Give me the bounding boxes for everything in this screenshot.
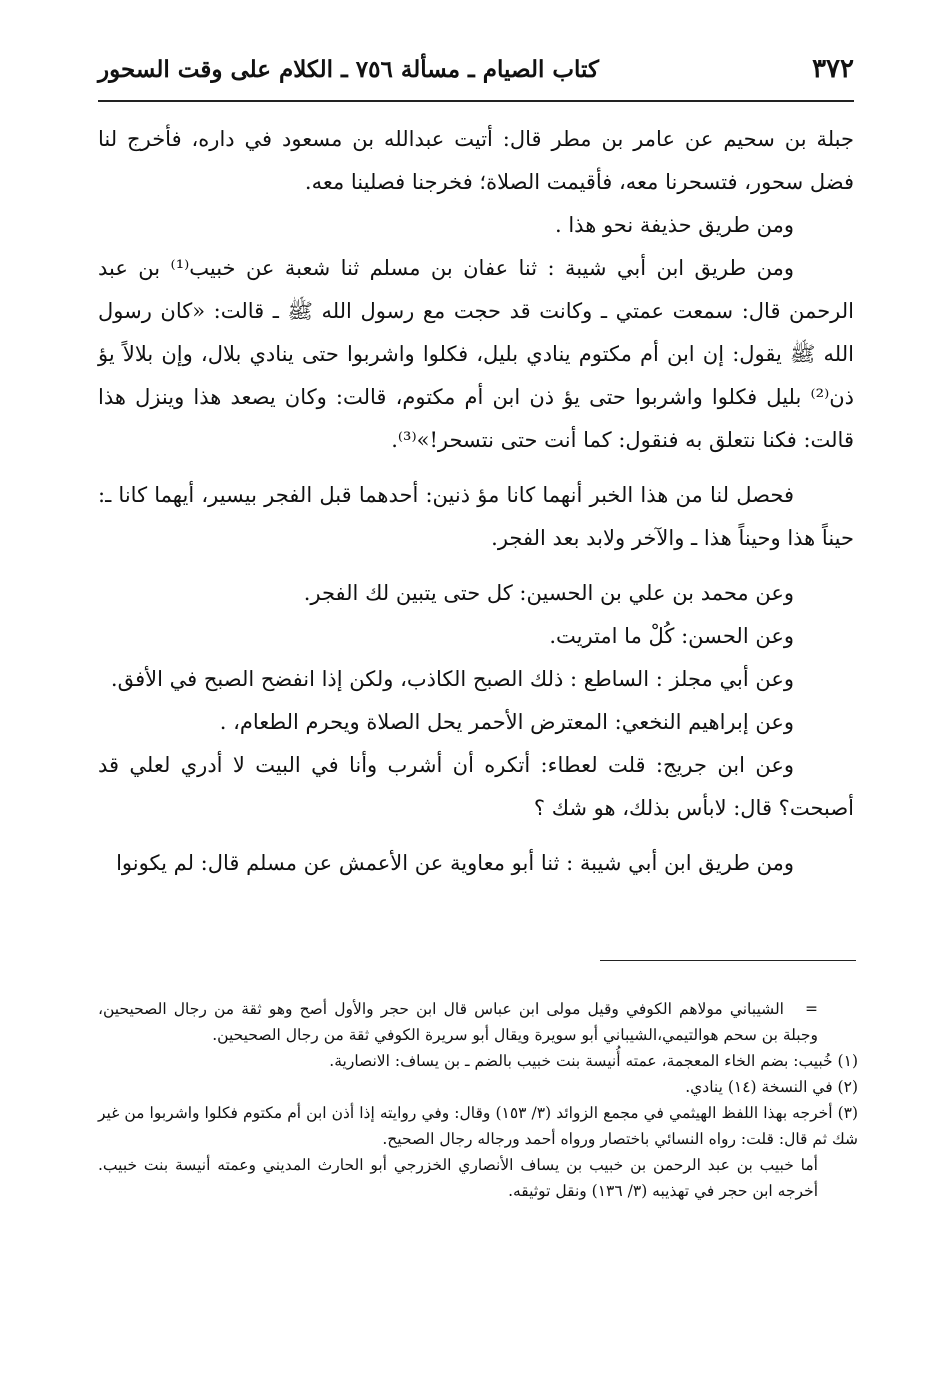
paragraph: وعن أبي مجلز : الساطع : ذلك الصبح الكاذب، ولكن إذا انفضح الصبح في الأفق.	[110, 667, 794, 691]
paragraph: وعن إبراهيم النخعي: المعترض الأحمر يحل الصلاة ويحرم الطعام، .	[219, 710, 794, 734]
paragraph: وعن الحسن: كُلْ ما امتريت.	[549, 624, 794, 648]
paragraph-continuation: جبلة بن سحيم عن عامر بن مطر قال: أتيت عبدالله بن مسعود في داره، فأخرج لنا فضل سحور، فتسحرنا معه، فأقيمت الصلاة؛ فخرجنا فصلينا معه.	[98, 127, 854, 194]
paragraph: وعن محمد بن علي بن الحسين: كل حتى يتبين لك الفجر.	[303, 581, 794, 605]
footnote-2: (٢) في النسخة (١٤) ينادي.	[685, 1078, 858, 1096]
page-header	[98, 50, 854, 98]
footnotes	[98, 996, 858, 1204]
footnote-continuation	[98, 996, 858, 1048]
paragraph: فحصل لنا من هذا الخبر أنهما كانا مؤ ذنين: أحدهما قبل الفجر بيسير، أيهما كانا ـ: حيناً هذا وحيناً هذا ـ والآخر ولابد بعد الفجر.	[98, 483, 854, 550]
paragraph: وعن ابن جريج: قلت لعطاء: أتكره أن أشرب وأنا في البيت لا أدري لعلي قد أصبحت؟ قال: لابأس بذلك، هو شك ؟	[98, 753, 854, 820]
paragraph: ومن طريق حذيفة نحو هذا .	[555, 213, 794, 237]
footnote-1: (١) خُبيب: بضم الخاء المعجمة، عمته أُنيسة بنت خبيب بالضم ـ بن يساف: الانصارية.	[329, 1052, 858, 1070]
continuation-marker: =	[805, 1000, 818, 1018]
paragraph: ومن طريق ابن أبي شيبة : ثنا أبو معاوية عن الأعمش عن مسلم قال: لم يكونوا	[116, 851, 794, 875]
running-title: كتاب الصيام ـ مسألة ٧٥٦ ـ الكلام على وقت السحور	[98, 56, 599, 83]
main-text	[98, 118, 854, 885]
footnote-rule	[600, 960, 856, 961]
header-rule	[98, 100, 854, 102]
footnote-3: (٣) أخرجه بهذا اللفظ الهيثمي في مجمع الزوائد (٣/ ١٥٣) وقال: وفي روايته إذا أذن ابن أم مكتوم فكلوا واشربوا من غير شك ثم قال: قلت: رواه النسائي باختصار ورواه أحمد ورجاله رجال الصحيح.	[98, 1104, 859, 1148]
page-number: ٣٧٢	[812, 54, 854, 84]
paragraph: ومن طريق ابن أبي شيبة : ثنا عفان بن مسلم ثنا شعبة عن خبيب⁽¹⁾ بن عبد الرحمن قال: سمعت عمتي ـ وكانت قد حجت مع رسول الله ﷺ ـ قالت: «كان رسول الله ﷺ يقول: إن ابن أم مكتوم ينادي بليل، فكلوا واشربوا حتى ينادي بلال، وإن بلالاً يؤ ذن⁽²⁾ بليل فكلوا واشربوا حتى يؤ ذن ابن أم مكتوم، قالت: وكان يصعد هذا وينزل هذا قالت: فكنا نتعلق به فنقول: كما أنت حتى نتسحر!»⁽³⁾.	[98, 256, 854, 452]
footnote-3-extra: أما خبيب بن عبد الرحمن بن خبيب بن يساف الأنصاري الخزرجي أبو الحارث المديني وعمته أنيسة بنت خبيب. أخرجه ابن حجر في تهذيبه (٣/ ١٣٦) ونقل توثيقه.	[98, 1156, 818, 1200]
footnote-continuation-text: الشيباني مولاهم الكوفي وقيل مولى ابن عباس قال ابن حجر والأول أصح وهو ثقة من رجال الصحيحين، وجبلة بن سحم هوالتيمي،الشيباني أبو سويرة ويقال أبو سريرة الكوفي ثقة من رجال الصحيحين.	[98, 1000, 818, 1044]
